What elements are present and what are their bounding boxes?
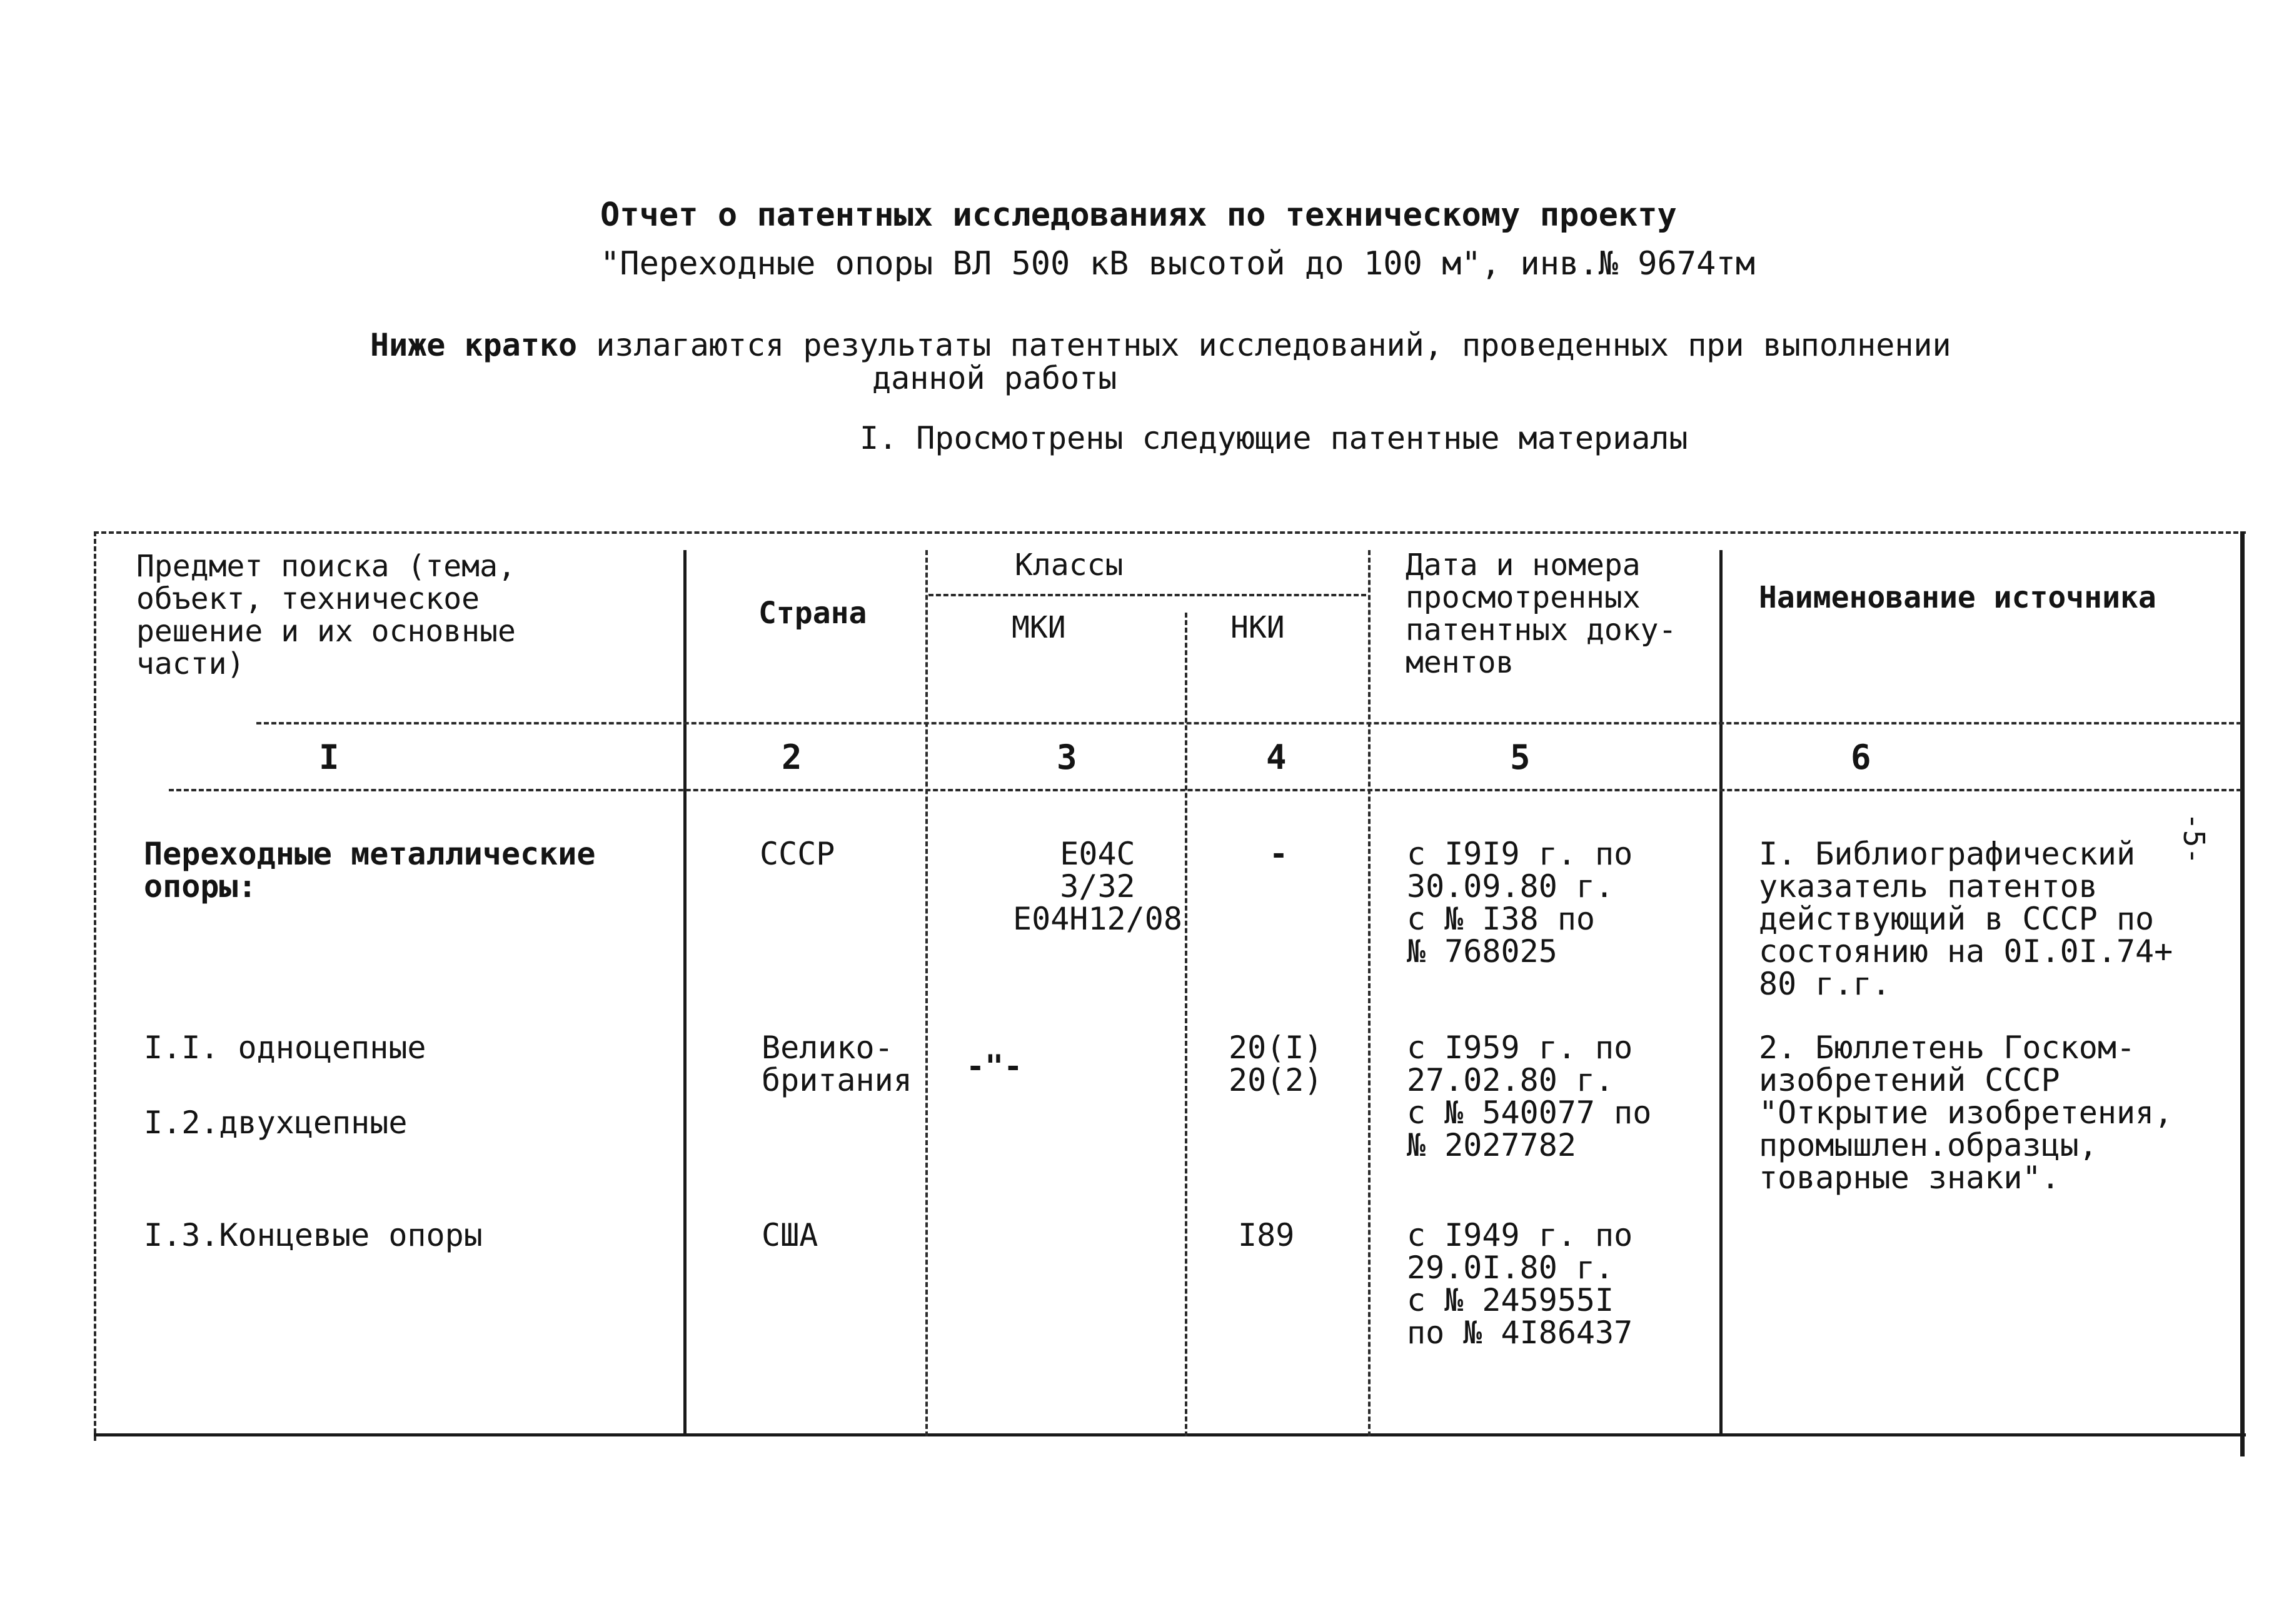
row-nki: I89 <box>1238 1217 1295 1253</box>
intro-paragraph <box>370 329 1951 361</box>
row-subject: I.2.двухцепные <box>144 1105 408 1141</box>
page-number-mark: -5- <box>2177 813 2211 865</box>
row-mki: Е04С 3/32 Е04Н12/08 <box>1013 836 1182 937</box>
column-number: 3 <box>1057 738 1077 777</box>
header-subject: Предмет поиска (тема, объект, техническое решение и их основные части) <box>136 549 516 681</box>
column-number: 4 <box>1266 738 1287 777</box>
column-number: 6 <box>1851 738 1871 777</box>
numbers-bottom-rule <box>169 789 2241 791</box>
table-left-border <box>94 531 96 1441</box>
col-separator-2 <box>925 550 928 1436</box>
classes-rule <box>928 594 1366 596</box>
row-country: США <box>762 1217 818 1253</box>
row-subject: Переходные металлические опоры: <box>144 836 596 905</box>
report-subtitle: "Переходные опоры ВЛ 500 кВ высотой до 100 м", инв.№ 9674тм <box>600 245 1756 283</box>
header-classes: Классы <box>1015 548 1124 583</box>
row-dates: с I959 г. по 27.02.80 г. с № 540077 по № 2027782 <box>1407 1030 1652 1163</box>
patent-materials-table <box>94 531 2246 1441</box>
row-mki: -"- <box>966 1048 1023 1085</box>
header-mki: МКИ <box>1012 610 1066 645</box>
row-nki: 20(I) 20(2) <box>1229 1030 1323 1098</box>
intro-lead: Ниже кратко <box>370 327 578 363</box>
table-bottom-border <box>94 1433 2246 1436</box>
header-source: Наименование источника <box>1759 580 2156 615</box>
row-dates: с I9I9 г. по 30.09.80 г. с № I38 по № 768025 <box>1407 836 1633 970</box>
col-separator-3 <box>1185 613 1187 1436</box>
row-subject: I.I. одноцепные <box>144 1030 426 1066</box>
section-heading: I. Просмотрены следующие патентные материалы <box>860 420 1688 456</box>
column-number: 2 <box>782 738 802 777</box>
intro-text: излагаются результаты патентных исследований, проведенных при выполнении <box>577 327 1951 363</box>
table-top-border <box>94 531 2246 534</box>
row-country: Велико- британия <box>762 1030 912 1098</box>
row-source: 2. Бюллетень Госком- изобретений СССР "Открытие изобретения, промышлен.образцы, товарные знаки". <box>1759 1030 2173 1196</box>
col-separator-4 <box>1368 550 1371 1436</box>
column-number: I <box>319 738 340 777</box>
row-nki: - <box>1269 836 1289 872</box>
row-source: I. Библиографический указатель патентов действующий в СССР по состоянию на 0I.0I.74+ 80 г.г. <box>1759 836 2173 1002</box>
header-country: Страна <box>758 596 867 631</box>
col-separator-5 <box>1719 550 1723 1436</box>
intro-paragraph-line2: данной работы <box>872 360 1117 396</box>
report-title: Отчет о патентных исследованиях по техническому проекту <box>600 196 1677 234</box>
table-right-border <box>2240 531 2245 1456</box>
header-bottom-rule <box>256 722 2241 724</box>
row-country: СССР <box>760 836 835 872</box>
row-subject: I.3.Концевые опоры <box>144 1217 483 1253</box>
column-number: 5 <box>1510 738 1531 777</box>
header-dates: Дата и номера просмотренных патентных доку- ментов <box>1406 548 1677 680</box>
row-dates: с I949 г. по 29.0I.80 г. с № 245955I по № 4I86437 <box>1407 1217 1633 1351</box>
header-nki: НКИ <box>1230 610 1285 645</box>
col-separator-1 <box>683 550 687 1436</box>
